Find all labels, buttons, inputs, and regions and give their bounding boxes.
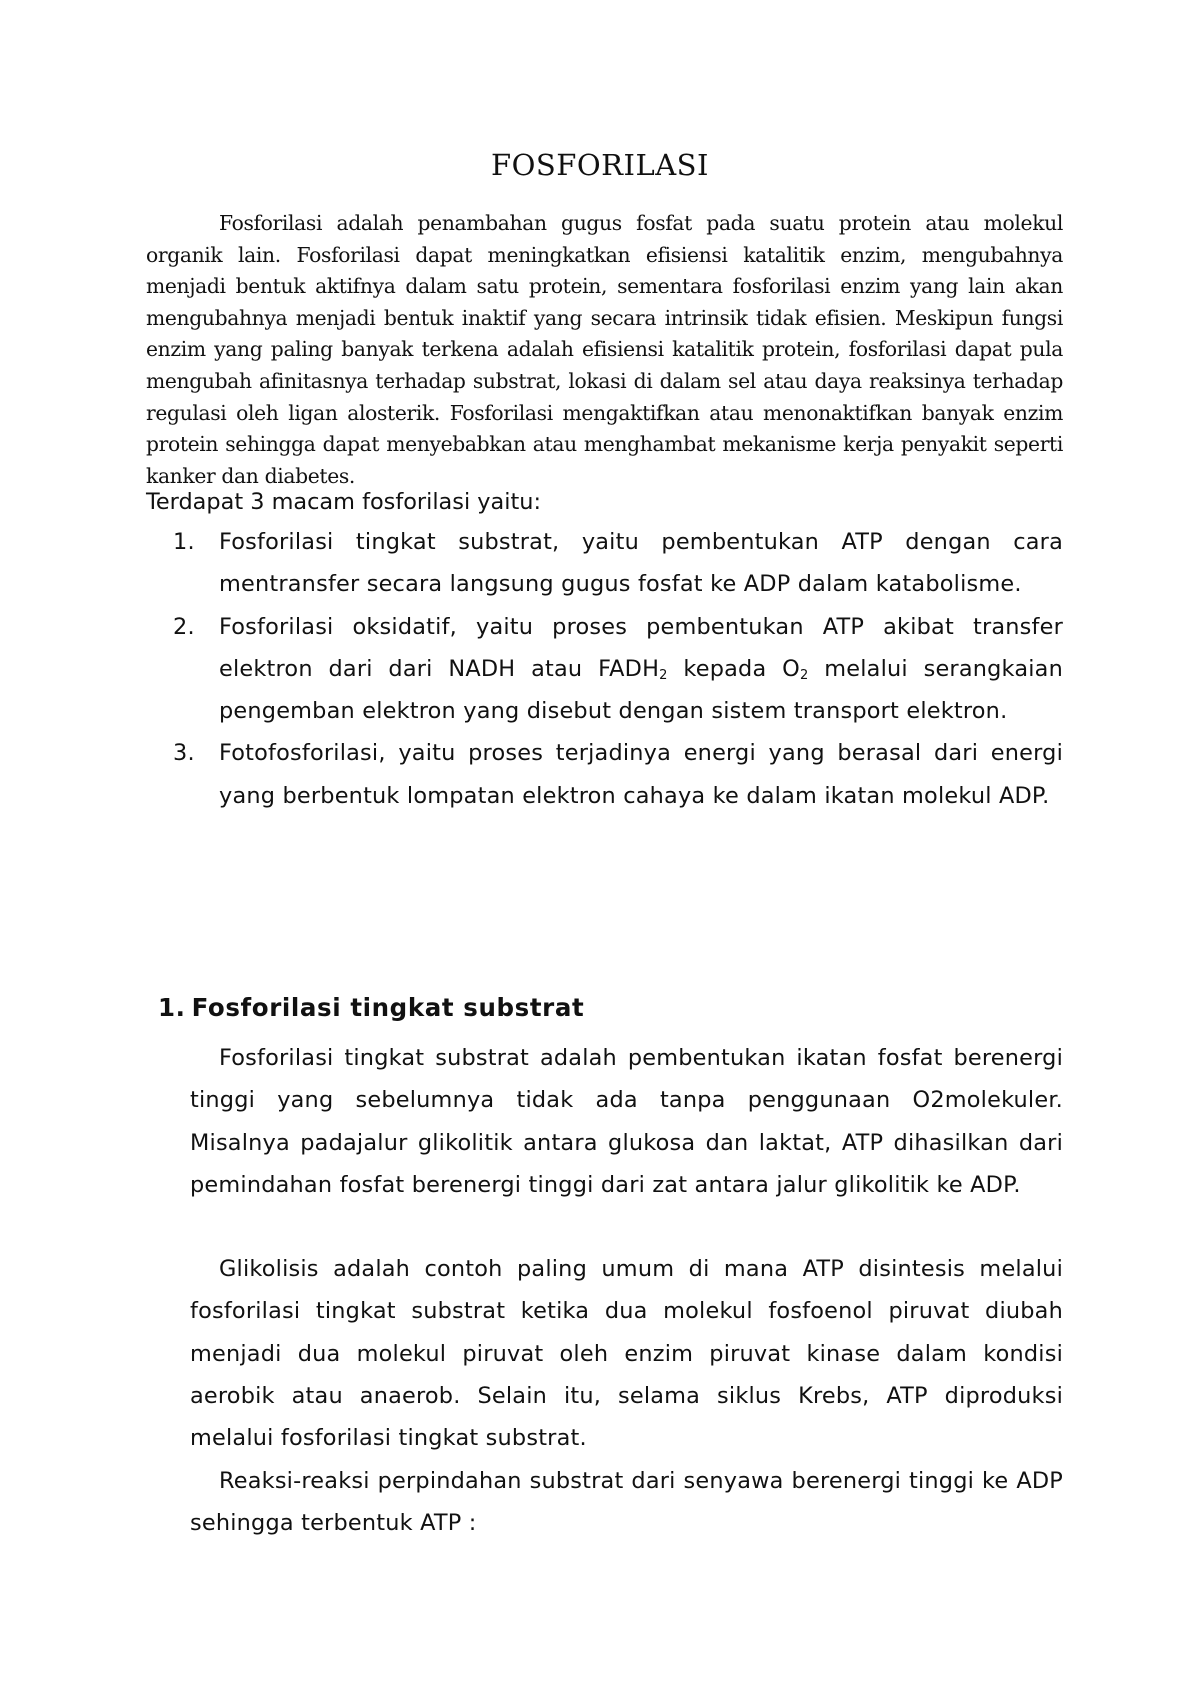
list-item-text bbox=[219, 614, 1063, 725]
subscript: 2 bbox=[659, 667, 668, 683]
list-item bbox=[173, 606, 1063, 733]
list-item-text-part: melalui serangkaian pengemban elektron yang disebut dengan sistem transport elektron. bbox=[219, 655, 1063, 725]
section-paragraph: Reaksi-reaksi perpindahan substrat dari senyawa berenergi tinggi ke ADP sehingga terbentuk ATP : bbox=[190, 1468, 1063, 1537]
section-title: Fosforilasi tingkat substrat bbox=[191, 993, 585, 1022]
list-item-text-part: Fosforilasi oksidatif, yaitu proses pembentukan ATP akibat transfer elektron dari dari NADH atau FADH bbox=[219, 613, 1063, 682]
section-paragraph: Glikolisis adalah contoh paling umum di mana ATP disintesis melalui fosforilasi tingkat substrat ketika dua molekul fosfoenol piruvat diubah menjadi dua molekul piruvat oleh enzim piruvat kinase dalam kondisi aerobik atau anaerob. Selain itu, selama siklus Krebs, ATP diproduksi melalui fosforilasi tingkat substrat. bbox=[190, 1256, 1063, 1452]
section-number: 1. bbox=[158, 993, 186, 1022]
subscript: 2 bbox=[799, 667, 809, 683]
intro-paragraph: Fosforilasi adalah penambahan gugus fosfat pada suatu protein atau molekul organik lain. Fosforilasi dapat meningkatkan efisiensi katalitik enzim, mengubahnya menjadi bentuk aktifnya dalam satu protein, sementara fosforilasi enzim yang lain akan mengubahnya menjadi bentuk inaktif yang secara intrinsik tidak efisien. Meskipun fungsi enzim yang paling banyak terkena adalah efisiensi katalitik protein, fosforilasi dapat pula mengubah afinitasnya terhadap substrat, lokasi di dalam sel atau daya reaksinya terhadap regulasi oleh ligan alosterik. Fosforilasi mengaktifkan atau menonaktifkan banyak enzim protein sehingga dapat menyebabkan atau menghambat mekanisme kerja penyakit seperti kanker dan diabetes. bbox=[146, 211, 1063, 488]
section-heading bbox=[158, 993, 584, 1023]
document-title: FOSFORILASI bbox=[491, 148, 709, 182]
list-item-text: Fotofosforilasi, yaitu proses terjadinya energi yang berasal dari energi yang berbentuk lompatan elektron cahaya ke dalam ikatan molekul ADP. bbox=[219, 740, 1063, 809]
types-lead-sentence: Terdapat 3 macam fosforilasi yaitu: bbox=[146, 489, 541, 515]
list-item-number: 1. bbox=[173, 529, 195, 555]
list-item-number: 3. bbox=[173, 740, 195, 767]
list-item-number: 2. bbox=[173, 613, 195, 640]
phosphorylation-types-list bbox=[173, 521, 1063, 817]
list-item bbox=[173, 521, 1063, 606]
section-paragraph: Fosforilasi tingkat substrat adalah pembentukan ikatan fosfat berenergi tinggi yang sebelumnya tidak ada tanpa penggunaan O2molekuler. Misalnya padajalur glikolitik antara glukosa dan laktat, ATP dihasilkan dari pemindahan fosfat berenergi tinggi dari zat antara jalur glikolitik ke ADP. bbox=[190, 1045, 1063, 1198]
list-item-text: Fosforilasi tingkat substrat, yaitu pembentukan ATP dengan cara mentransfer secara langsung gugus fosfat ke ADP dalam katabolisme. bbox=[219, 529, 1063, 598]
list-item bbox=[173, 732, 1063, 817]
list-item-text-part: kepada O bbox=[667, 655, 800, 682]
